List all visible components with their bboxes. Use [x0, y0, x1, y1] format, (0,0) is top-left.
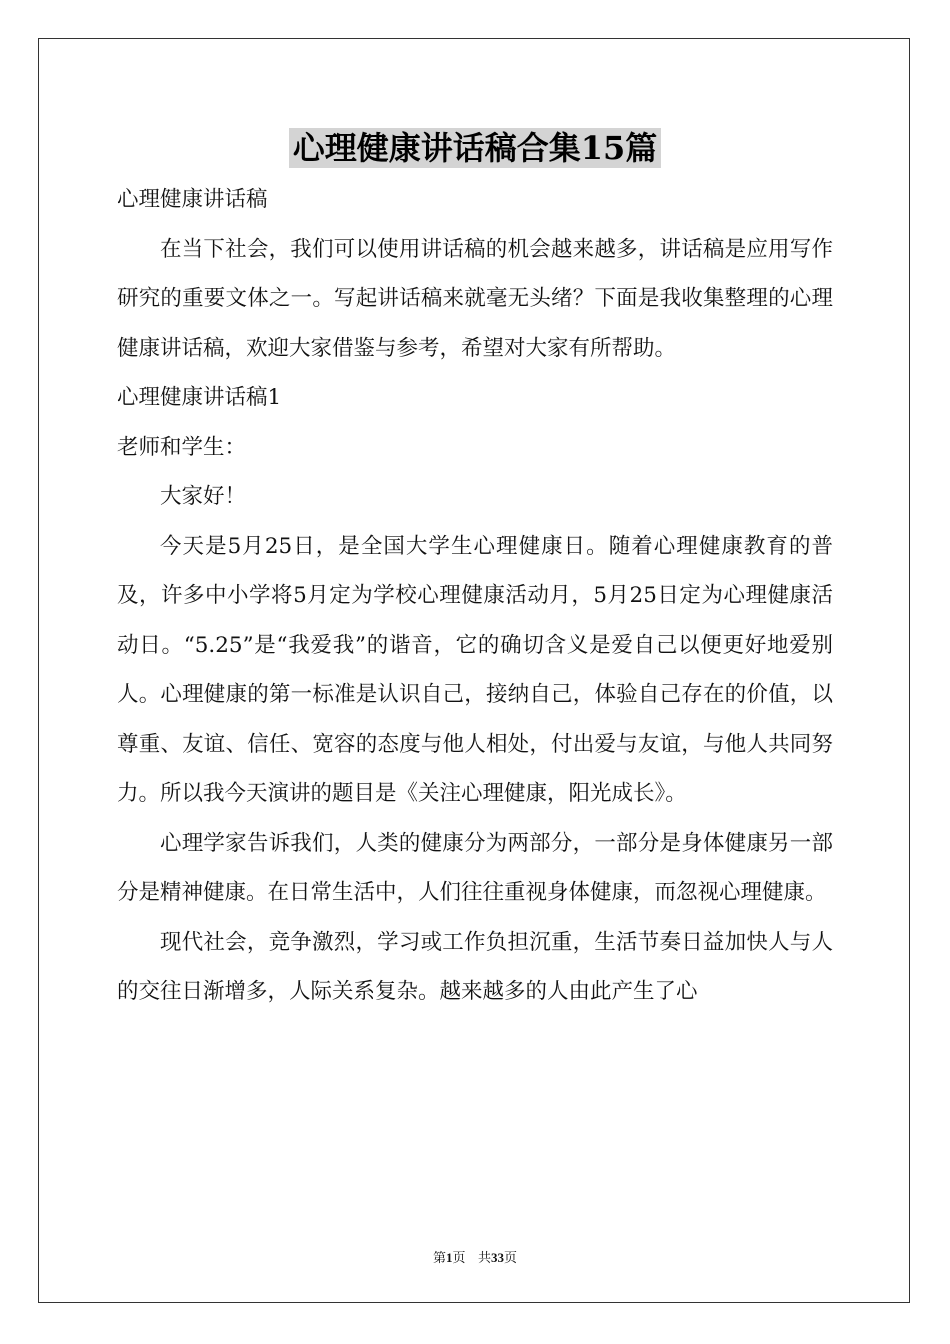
current-page-number: 1 [446, 1250, 453, 1265]
paragraph: 心理健康讲话稿 [117, 187, 268, 212]
paragraph: 心理学家告诉我们，人类的健康分为两部分，一部分是身体健康另一部分是精神健康。在日常生活中，人们往往重视身体健康，而忽视心理健康。 [117, 830, 833, 905]
paragraph: 现代社会，竞争激烈，学习或工作负担沉重，生活节奏日益加快人与人的交往日渐增多，人际关系复杂。越来越多的人由此产生了心 [117, 929, 833, 1004]
paragraph: 在当下社会，我们可以使用讲话稿的机会越来越多，讲话稿是应用写作研究的重要文体之一。写起讲话稿来就毫无头绪？下面是我收集整理的心理健康讲话稿，欢迎大家借鉴与参考，希望对大家有所帮助。 [117, 236, 833, 361]
paragraph: 大家好！ [160, 484, 247, 509]
total-page-count: 33 [490, 1250, 504, 1265]
title-container [0, 128, 950, 168]
page-prefix: 第 [433, 1251, 447, 1266]
paragraph: 今天是5月25日，是全国大学生心理健康日。随着心理健康教育的普及，许多中小学将5月定为学校心理健康活动月，5月25日定为心理健康活动日。“5.25”是“我爱我”的谐音，它的确切含义是爱自己以便更好地爱别人。心理健康的第一标准是认识自己，接纳自己，体验自己存在的价值，以尊重、友谊、信任、宽容的态度与他人相处，付出爱与友谊，与他人共同努力。所以我今天演讲的题目是《关注心理健康，阳光成长》。 [117, 533, 833, 806]
paragraph: 老师和学生： [117, 434, 247, 460]
total-prefix: 共 [477, 1251, 491, 1266]
document-title: 心理健康讲话稿合集15篇 [289, 128, 662, 168]
paragraph: 心理健康讲话稿1 [117, 385, 282, 410]
page-suffix: 页 [452, 1251, 466, 1266]
document-body [117, 175, 833, 1017]
page-footer [0, 1247, 950, 1266]
total-suffix: 页 [503, 1251, 517, 1266]
